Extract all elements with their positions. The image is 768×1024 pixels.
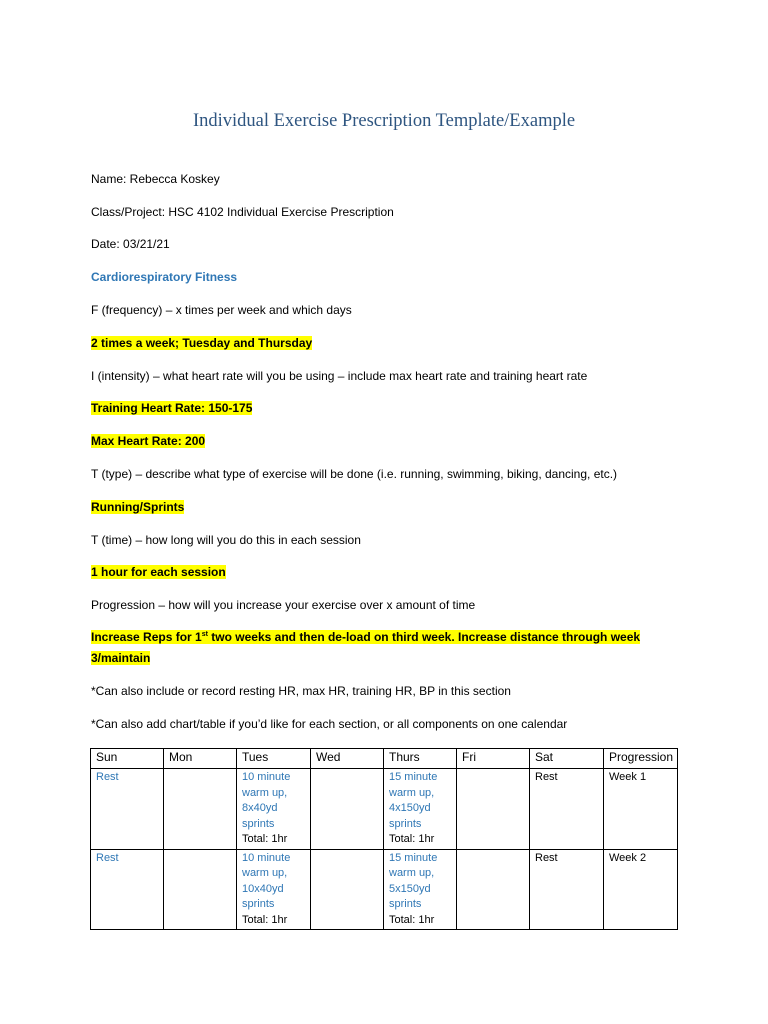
frequency-answer: 2 times a week; Tuesday and Thursday: [91, 336, 313, 350]
header-sun: Sun: [91, 749, 164, 769]
progression-answer: Increase Reps for 1st two weeks and then de-load on third week. Increase distance through week 3/maintain: [91, 630, 641, 665]
cell-mon: [164, 769, 237, 850]
progression-prompt: Progression – how will you increase your exercise over x amount of time: [91, 598, 476, 612]
weekly-schedule-table: [90, 748, 678, 930]
cell-wed: [311, 849, 384, 930]
cell-progression: Week 1: [604, 769, 678, 850]
intensity-prompt: I (intensity) – what heart rate will you be using – include max heart rate and training heart rate: [91, 369, 588, 383]
section-heading: Cardiorespiratory Fitness: [91, 270, 238, 284]
training-heart-rate: Training Heart Rate: 150-175: [91, 401, 253, 415]
cell-sat: Rest: [530, 769, 604, 850]
cell-thurs: 15 minute warm up, 4x150yd sprints Total: 1hr: [384, 769, 457, 850]
header-progression: Progression: [604, 749, 678, 769]
max-heart-rate: Max Heart Rate: 200: [91, 434, 206, 448]
header-wed: Wed: [311, 749, 384, 769]
cell-thurs: 15 minute warm up, 5x150yd sprints Total: 1hr: [384, 849, 457, 930]
document-title: Individual Exercise Prescription Template/Example: [192, 111, 576, 131]
cell-mon: [164, 849, 237, 930]
frequency-prompt: F (frequency) – x times per week and which days: [91, 303, 352, 317]
class-line: Class/Project: HSC 4102 Individual Exercise Prescription: [91, 205, 394, 219]
cell-sun: Rest: [91, 769, 164, 850]
note-chart: *Can also add chart/table if you’d like for each section, or all components on one calendar: [91, 717, 568, 731]
cell-sat: Rest: [530, 849, 604, 930]
date-line: Date: 03/21/21: [91, 237, 170, 251]
type-answer: Running/Sprints: [91, 500, 185, 514]
cell-progression: Week 2: [604, 849, 678, 930]
cell-wed: [311, 769, 384, 850]
cell-fri: [457, 849, 530, 930]
cell-fri: [457, 769, 530, 850]
name-line: Name: Rebecca Koskey: [91, 172, 220, 186]
header-tues: Tues: [237, 749, 311, 769]
table-row: [91, 849, 678, 930]
table-header-row: [91, 749, 678, 769]
cell-sun: Rest: [91, 849, 164, 930]
cell-tues: 10 minute warm up, 10x40yd sprints Total: 1hr: [237, 849, 311, 930]
header-mon: Mon: [164, 749, 237, 769]
table-row: [91, 769, 678, 850]
header-thurs: Thurs: [384, 749, 457, 769]
header-fri: Fri: [457, 749, 530, 769]
type-prompt: T (type) – describe what type of exercise will be done (i.e. running, swimming, biking, dancing, etc.): [91, 467, 618, 481]
time-answer: 1 hour for each session: [91, 565, 226, 579]
note-resting-hr: *Can also include or record resting HR, max HR, training HR, BP in this section: [91, 684, 511, 698]
header-sat: Sat: [530, 749, 604, 769]
time-prompt: T (time) – how long will you do this in each session: [91, 533, 361, 547]
cell-tues: 10 minute warm up, 8x40yd sprints Total: 1hr: [237, 769, 311, 850]
